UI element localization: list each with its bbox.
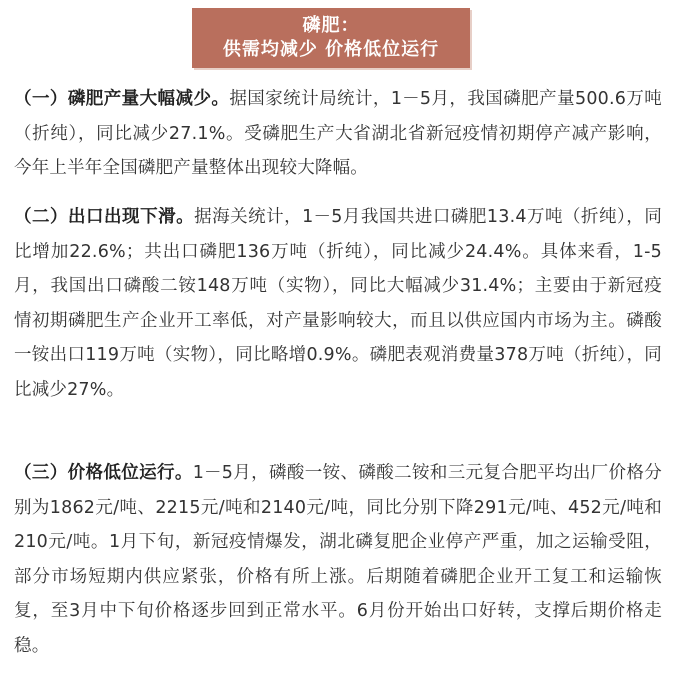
section-production [14,82,662,186]
title-banner [192,8,470,68]
banner-title: 磷肥： [302,15,360,36]
section-body: 据海关统计，1－5月我国共进口磷肥13.4万吨（折纯），同比增加22.6%；共出口磷肥136万吨（折纯），同比减少24.4%。具体来看，1-5月，我国出口磷酸二铵148万吨（实物），同比大幅减少31.4%；主要由于新冠疫情初期磷肥生产企业开工率低，对产量影响较大，而且以供应国内市场为主。磷酸一铵出口119万吨（实物），同比略增0.9%。磷肥表观消费量378万吨（折纯），同比减少27%。 [14,207,663,400]
section-heading: （三）价格低位运行。 [14,463,193,483]
banner-subtitle: 供需均减少 价格低位运行 [222,39,440,60]
section-heading: （一）磷肥产量大幅减少。 [14,89,230,109]
section-body: 据国家统计局统计，1－5月，我国磷肥产量500.6万吨（折纯），同比减少27.1%。受磷肥生产大省湖北省新冠疫情初期停产减产影响，今年上半年全国磷肥产量整体出现较大降幅。 [14,89,663,178]
section-body: 1－5月，磷酸一铵、磷酸二铵和三元复合肥平均出厂价格分别为1862元/吨、2215元/吨和2140元/吨，同比分别下降291元/吨、452元/吨和210元/吨。1月下旬，新冠疫情爆发，湖北磷复肥企业停产严重，加之运输受阻，部分市场短期内供应紧张，价格有所上涨。后期随着磷肥企业开工复工和运输恢复，至3月中下旬价格逐步回到正常水平。6月份开始出口好转，支撑后期价格走稳。 [14,463,662,656]
section-heading: （二）出口出现下滑。 [14,207,195,227]
section-price [14,456,662,663]
section-export [14,200,662,407]
